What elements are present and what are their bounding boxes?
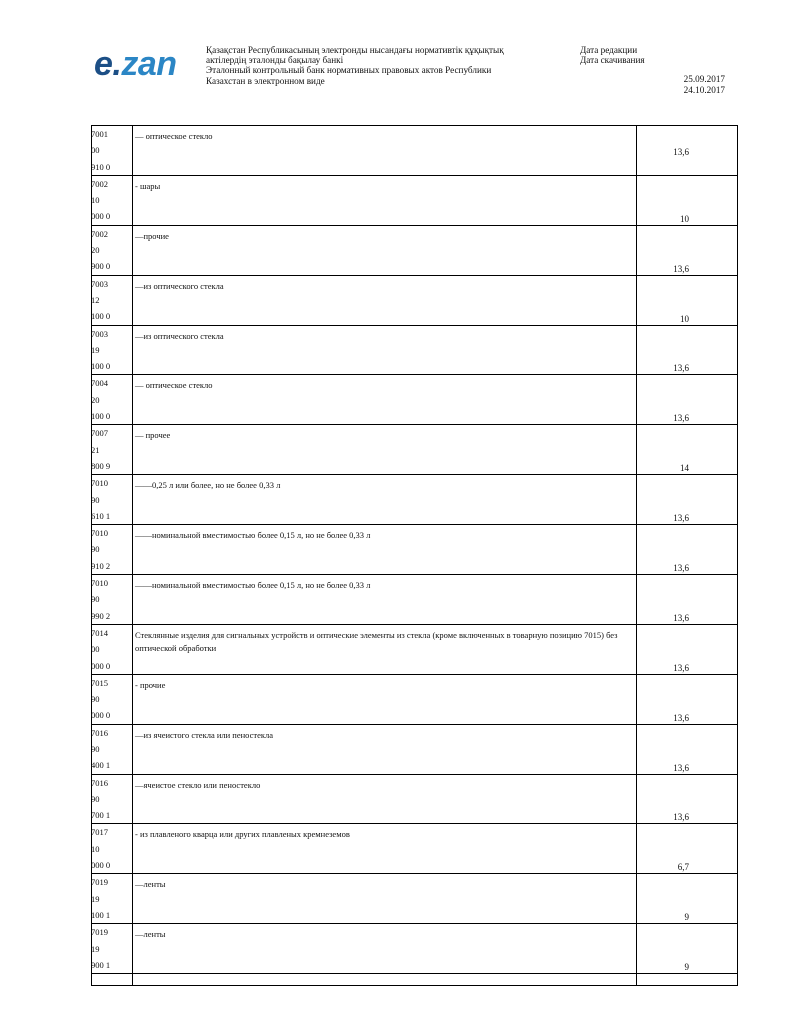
rate-value: 13,6 [673, 146, 689, 157]
description-text: —из оптического стекла [135, 280, 224, 291]
code-part: 900 1 [91, 959, 111, 970]
code-part: 12 [91, 294, 100, 305]
code-cell [92, 425, 133, 475]
code-part: 20 [91, 394, 100, 405]
header-meta [580, 45, 645, 65]
header-line-1: Қазақстан Республикасының электронды нысандағы нормативтік құқықтық [206, 45, 504, 55]
code-part: 7003 [91, 278, 108, 289]
code-part: 7019 [91, 877, 108, 888]
rate-value: 9 [684, 912, 689, 923]
description-text: — прочее [135, 430, 171, 441]
description-text: ——номинальной вместимостью более 0,15 л, но не более 0,33 л [135, 530, 371, 541]
rate-cell [637, 824, 738, 874]
description-text: ——номинальной вместимостью более 0,15 л, но не более 0,33 л [135, 580, 371, 591]
header-text [206, 45, 546, 86]
rate-cell [637, 175, 738, 225]
code-cell [92, 525, 133, 575]
rate-value: 14 [680, 463, 689, 474]
code-cell [92, 824, 133, 874]
description-cell [133, 375, 637, 425]
rate-cell [637, 275, 738, 325]
code-part: 7014 [91, 627, 108, 638]
code-part: 400 1 [91, 760, 111, 771]
rate-cell [637, 525, 738, 575]
code-cell [92, 225, 133, 275]
code-part: 10 [91, 195, 100, 206]
code-part: 90 [91, 594, 100, 605]
description-cell [133, 175, 637, 225]
code-part: 00 [91, 644, 100, 655]
tariff-table [91, 125, 738, 986]
code-part: 800 9 [91, 460, 111, 471]
download-date-label: Дата скачивания [580, 55, 645, 66]
header-line-3: Эталонный контрольный банк нормативных правовых актов Республики [206, 65, 492, 76]
table-row [92, 325, 738, 375]
description-text: - прочие [135, 679, 166, 690]
code-part: 100 1 [91, 909, 111, 920]
description-text: —прочие [135, 230, 169, 241]
rate-value: 13,6 [673, 762, 689, 773]
table-row [92, 724, 738, 774]
empty-row [92, 974, 738, 986]
code-part: 7010 [91, 478, 108, 489]
code-part: 21 [91, 444, 100, 455]
code-cell [92, 674, 133, 724]
code-cell [92, 275, 133, 325]
edition-date: 25.09.2017 [683, 74, 725, 84]
rate-cell [637, 774, 738, 824]
table-row [92, 475, 738, 525]
description-text: — оптическое стекло [135, 380, 213, 391]
code-part: 000 0 [91, 710, 111, 721]
table-row [92, 425, 738, 475]
rate-value: 6,7 [677, 862, 689, 873]
code-cell [92, 475, 133, 525]
table-row [92, 774, 738, 824]
description-cell [133, 824, 637, 874]
description-cell [133, 275, 637, 325]
table-row [92, 375, 738, 425]
code-cell [92, 325, 133, 375]
ezan-logo [94, 44, 177, 84]
description-cell [133, 874, 637, 924]
code-cell [92, 874, 133, 924]
code-part: 000 0 [91, 860, 111, 871]
rate-cell [637, 425, 738, 475]
table-row [92, 924, 738, 974]
rate-cell [637, 475, 738, 525]
code-part: 7015 [91, 677, 108, 688]
description-cell [133, 774, 637, 824]
rate-value: 13,6 [673, 363, 689, 374]
description-cell [133, 924, 637, 974]
code-part: 7004 [91, 378, 108, 389]
header-line-4: Казахстан в электронном виде [206, 75, 325, 86]
description-cell [133, 575, 637, 625]
rate-value: 10 [680, 313, 689, 324]
download-date: 24.10.2017 [683, 84, 725, 95]
rate-cell [637, 325, 738, 375]
header-dates [640, 74, 725, 95]
rate-value: 13,6 [673, 662, 689, 673]
description-text: —ячеистое стекло или пеностекло [135, 779, 261, 790]
code-part: 7007 [91, 428, 108, 439]
code-cell [92, 774, 133, 824]
code-part: 7016 [91, 727, 108, 738]
rate-value: 13,6 [673, 263, 689, 274]
rate-value: 13,6 [673, 712, 689, 723]
description-text: - шары [135, 180, 161, 191]
code-part: 700 1 [91, 810, 111, 821]
code-cell [92, 126, 133, 176]
code-part: 00 [91, 145, 100, 156]
description-text: ——0,25 л или более, но не более 0,33 л [135, 480, 281, 491]
rate-cell [637, 924, 738, 974]
edition-date-label: Дата редакции [580, 45, 638, 55]
code-part: 7010 [91, 528, 108, 539]
code-part: 7017 [91, 827, 108, 838]
code-part: 7010 [91, 578, 108, 589]
table-row [92, 674, 738, 724]
code-part: 910 0 [91, 161, 111, 172]
code-part: 90 [91, 694, 100, 705]
code-cell [92, 924, 133, 974]
description-text: Стеклянные изделия для сигнальных устройств и оптические элементы из стекла (кроме включенных в товарную позицию 7015) без оптической обработки [135, 629, 618, 653]
rate-value: 10 [680, 213, 689, 224]
code-cell [92, 375, 133, 425]
rate-value: 13,6 [673, 413, 689, 424]
rate-value: 13,6 [673, 612, 689, 623]
code-part: 100 0 [91, 411, 111, 422]
code-cell [92, 575, 133, 625]
code-part: 20 [91, 245, 100, 256]
description-cell [133, 475, 637, 525]
empty-cell [637, 974, 738, 986]
code-part: 90 [91, 793, 100, 804]
code-part: 000 0 [91, 660, 111, 671]
code-part: 900 0 [91, 261, 111, 272]
code-part: 7001 [91, 129, 108, 139]
description-text: —ленты [135, 879, 166, 890]
table-row [92, 824, 738, 874]
code-part: 19 [91, 943, 100, 954]
code-part: 000 0 [91, 211, 111, 222]
rate-value: 9 [684, 962, 689, 973]
description-text: — оптическое стекло [135, 131, 213, 141]
logo-e: e. [94, 45, 122, 83]
code-part: 7016 [91, 777, 108, 788]
code-cell [92, 624, 133, 674]
code-part: 100 0 [91, 361, 111, 372]
rate-cell [637, 724, 738, 774]
code-cell [92, 175, 133, 225]
table-row [92, 525, 738, 575]
logo-zan: zan [121, 45, 177, 83]
code-part: 7019 [91, 927, 108, 938]
rate-cell [637, 575, 738, 625]
code-part: 910 2 [91, 560, 111, 571]
code-part: 19 [91, 344, 100, 355]
description-text: —ленты [135, 929, 166, 940]
code-part: 90 [91, 544, 100, 555]
rate-cell [637, 874, 738, 924]
rate-cell [637, 674, 738, 724]
table-row [92, 126, 738, 176]
header-line-2: актілердің эталонды бақылау банкі [206, 55, 344, 66]
description-cell [133, 325, 637, 375]
rate-cell [637, 375, 738, 425]
table-row [92, 175, 738, 225]
rate-value: 13,6 [673, 812, 689, 823]
table-row [92, 225, 738, 275]
table-row [92, 275, 738, 325]
rate-cell [637, 225, 738, 275]
code-part: 990 2 [91, 610, 111, 621]
code-part: 10 [91, 843, 100, 854]
code-part: 7002 [91, 228, 108, 239]
description-cell [133, 624, 637, 674]
empty-cell [133, 974, 637, 986]
table-row [92, 624, 738, 674]
rate-value: 13,6 [673, 513, 689, 524]
description-cell [133, 126, 637, 176]
description-cell [133, 525, 637, 575]
table-row [92, 575, 738, 625]
rate-value: 13,6 [673, 563, 689, 574]
rate-cell [637, 624, 738, 674]
description-text: - из плавленого кварца или других плавленых кремнеземов [135, 829, 350, 840]
table-row [92, 874, 738, 924]
code-part: 610 1 [91, 510, 111, 521]
code-part: 100 0 [91, 311, 111, 322]
description-text: —из ячеистого стекла или пеностекла [135, 729, 274, 740]
code-part: 7003 [91, 328, 108, 339]
code-part: 19 [91, 893, 100, 904]
description-text: —из оптического стекла [135, 330, 224, 341]
code-part: 7002 [91, 178, 108, 189]
description-cell [133, 425, 637, 475]
description-cell [133, 225, 637, 275]
empty-cell [92, 974, 133, 986]
rate-cell [637, 126, 738, 176]
code-part: 90 [91, 494, 100, 505]
description-cell [133, 674, 637, 724]
code-cell [92, 724, 133, 774]
description-cell [133, 724, 637, 774]
code-part: 90 [91, 743, 100, 754]
